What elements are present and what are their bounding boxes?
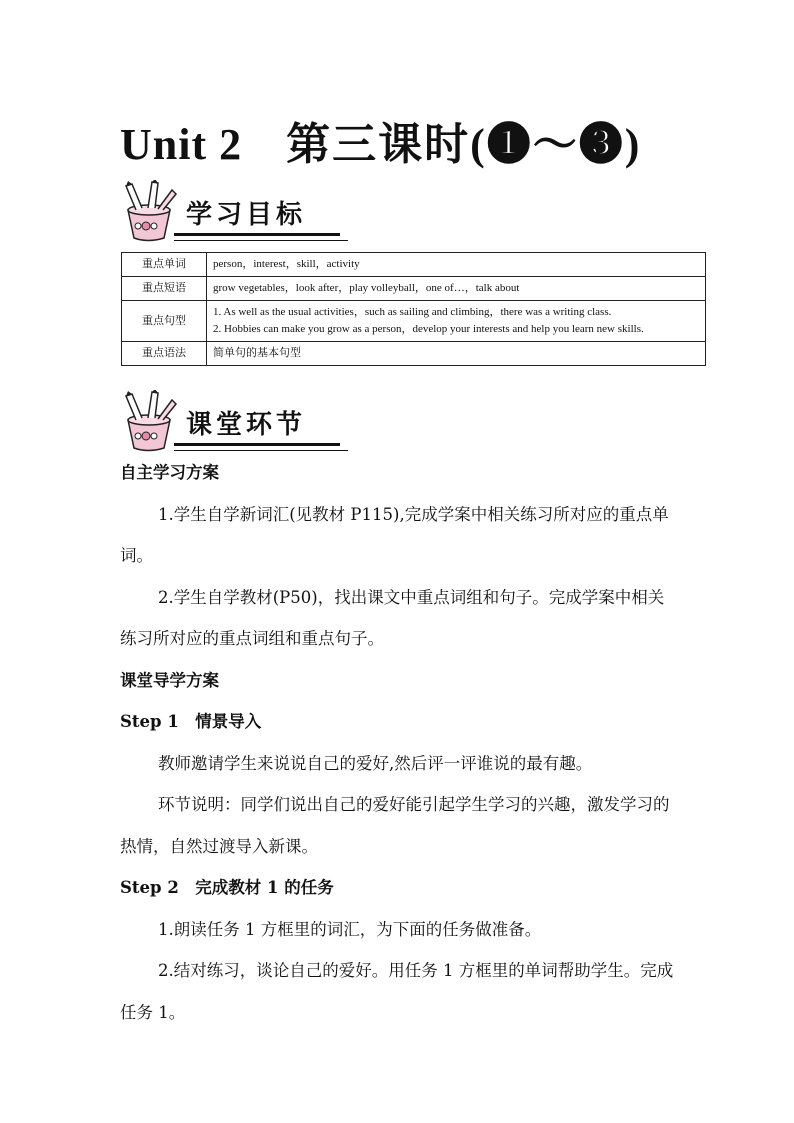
banner-rule [174, 443, 340, 446]
key-sentence: 1. As well as the usual activities，such as sailing and climbing，there was a writing class. [213, 306, 612, 318]
row-key: 重点短语 [122, 277, 207, 301]
section-heading: 课堂导学方案 [120, 670, 219, 690]
pencil-cup-icon [118, 180, 178, 242]
goals-banner [118, 180, 340, 242]
banner-rule-thin [174, 240, 348, 241]
row-value: person，interest，skill，activity [207, 253, 706, 277]
banner-rule [174, 233, 340, 236]
section-heading: 自主学习方案 [120, 463, 219, 482]
unit-label: Unit 2 [120, 120, 243, 169]
table-row [122, 277, 706, 301]
lesson-label: 第三课时(❶～❸) [286, 120, 642, 169]
goals-banner-label: 学习目标 [186, 200, 307, 230]
paragraph: 1.朗读任务 1 方框里的词汇，为下面的任务做准备。 [158, 919, 542, 939]
key-sentence: 2. Hobbies can make you grow as a person，develop your interests and help you learn new skills. [213, 323, 644, 335]
table-row [122, 301, 706, 342]
paragraph: 教师邀请学生来说说自己的爱好,然后评一评谁说的最有趣。 [158, 753, 593, 773]
row-value: 简单句的基本句型 [207, 342, 706, 366]
paragraph: 1.学生自学新词汇(见教材 P115),完成学案中相关练习所对应的重点单词。 [120, 504, 669, 565]
lesson-body [120, 452, 680, 1033]
paragraph: 2.结对练习，谈论自己的爱好。用任务 1 方框里的单词帮助学生。完成任务 1。 [120, 961, 674, 1022]
paragraph: 环节说明：同学们说出自己的爱好能引起学生学习的兴趣，激发学习的热情，自然过渡导入新课。 [120, 795, 670, 856]
goals-table [121, 252, 706, 366]
paragraph: 2.学生自学教材(P50)，找出课文中重点词组和句子。完成学案中相关练习所对应的重点词组和重点句子。 [120, 587, 665, 648]
class-banner [118, 390, 340, 452]
class-banner-label: 课堂环节 [186, 410, 307, 440]
pencil-cup-icon [118, 390, 178, 452]
row-value [207, 301, 706, 342]
row-key: 重点句型 [122, 301, 207, 342]
page-title [120, 108, 641, 172]
table-row [122, 342, 706, 366]
row-key: 重点单词 [122, 253, 207, 277]
banner-rule-thin [174, 450, 348, 451]
table-row [122, 253, 706, 277]
row-value: grow vegetables，look after，play volleyball，one of…，talk about [207, 277, 706, 301]
step-heading: Step 2 完成教材 1 的任务 [120, 878, 334, 897]
row-key: 重点语法 [122, 342, 207, 366]
step-heading: Step 1 情景导入 [120, 712, 262, 731]
